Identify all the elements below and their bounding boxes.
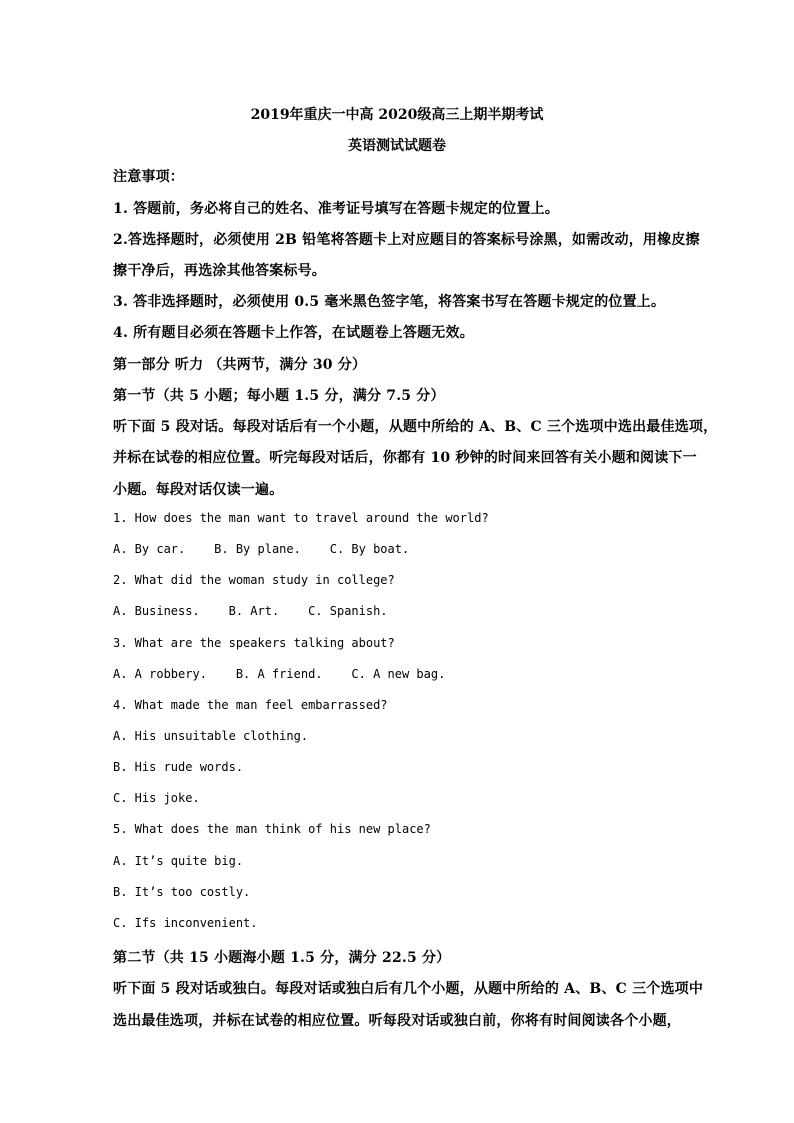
- question-1-options: A. By car. B. By plane. C. By boat.: [113, 542, 410, 556]
- question-5: 5. What does the man think of his new place?: [113, 822, 431, 836]
- note-item: 3. 答非选择题时，必须使用 0.5 毫米黑色签字笔，将答案书写在答题卡规定的位置上。: [113, 294, 666, 310]
- question-4: 4. What made the man feel embarrassed?: [113, 698, 388, 712]
- question-2-options: A. Business. B. Art. C. Spanish.: [113, 604, 388, 618]
- section2-instruction: 听下面 5 段对话或独白。每段对话或独白后有几个小题，从题中所给的 A、B、C 三个选项中: [113, 981, 704, 997]
- question-4-option-b: B. His rude words.: [113, 760, 244, 774]
- exam-subtitle: 英语测试试题卷: [348, 138, 446, 154]
- question-5-option-b: B. It’s too costly.: [113, 885, 251, 899]
- question-2: 2. What did the woman study in college?: [113, 573, 395, 587]
- question-1: 1. How does the man want to travel around the world?: [113, 511, 489, 525]
- section1-instruction: 小题。每段对话仅读一遍。: [113, 482, 284, 498]
- section2-heading: 第二节（共 15 小题海小题 1.5 分，满分 22.5 分）: [113, 950, 451, 966]
- question-3: 3. What are the speakers talking about?: [113, 636, 395, 650]
- part1-heading: 第一部分 听力 （共两节，满分 30 分）: [113, 357, 367, 373]
- note-item: 4. 所有题目必须在答题卡上作答，在试题卷上答题无效。: [113, 325, 474, 341]
- question-4-option-a: A. His unsuitable clothing.: [113, 729, 309, 743]
- notes-heading: 注意事项：: [113, 169, 184, 185]
- exam-title: 2019年重庆一中高 2020级高三上期半期考试: [250, 107, 544, 123]
- note-item: 1. 答题前，务必将自己的姓名、准考证号填写在答题卡规定的位置上。: [113, 201, 560, 217]
- section1-instruction: 并标在试卷的相应位置。听完每段对话后，你都有 10 秒钟的时间来回答有关小题和阅读下一: [113, 450, 697, 466]
- note-item: 擦干净后，再选涂其他答案标号。: [113, 263, 326, 279]
- question-4-option-c: C. His joke.: [113, 791, 200, 805]
- section1-heading: 第一节（共 5 小题；每小题 1.5 分，满分 7.5 分）: [113, 388, 445, 404]
- section1-instruction: 听下面 5 段对话。每段对话后有一个小题，从题中所给的 A、B、C 三个选项中选出最佳选项，: [113, 419, 718, 435]
- question-3-options: A. A robbery. B. A friend. C. A new bag.: [113, 667, 446, 681]
- note-item: 2.答选择题时，必须使用 2B 铅笔将答题卡上对应题目的答案标号涂黑，如需改动，用橡皮擦: [113, 232, 700, 248]
- question-5-option-a: A. It’s quite big.: [113, 854, 244, 868]
- section2-instruction: 选出最佳选项，并标在试卷的相应位置。听每段对话或独白前，你将有时间阅读各个小题，: [113, 1013, 681, 1029]
- question-5-option-c: C. Ifs inconvenient.: [113, 916, 258, 930]
